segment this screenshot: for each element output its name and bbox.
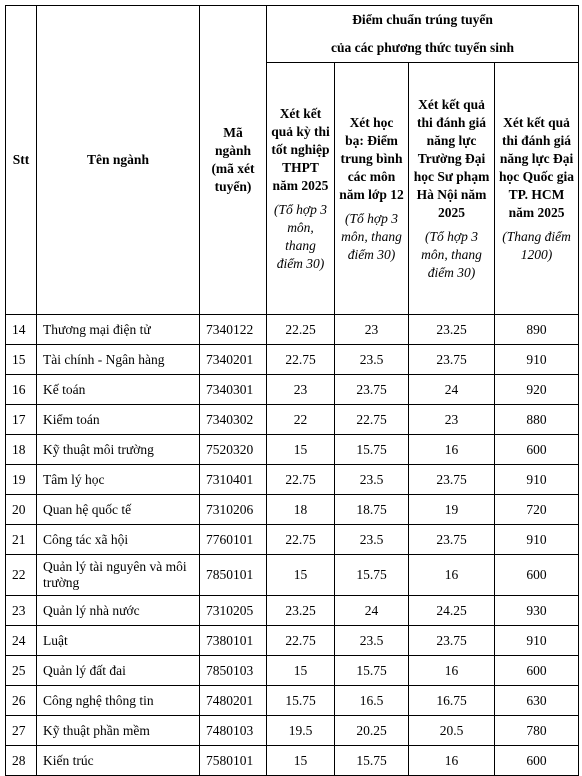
cell-score-dgnl-hcm: 910 [495, 626, 579, 656]
cell-major-code: 7310206 [200, 495, 267, 525]
method-note: (Tổ hợp 3 môn, thang điểm 30) [421, 228, 482, 280]
cell-stt: 18 [6, 435, 37, 465]
cell-score-dgnl-hn: 23.75 [409, 626, 495, 656]
cell-major-code: 7580101 [200, 746, 267, 776]
cell-score-thpt: 22.25 [267, 315, 335, 345]
table-row [6, 686, 579, 716]
cell-score-dgnl-hn: 19 [409, 495, 495, 525]
admission-scores-table [5, 5, 579, 776]
table-row [6, 555, 579, 596]
cell-major-code: 7380101 [200, 626, 267, 656]
table-row [6, 315, 579, 345]
cell-major-name: Tâm lý học [37, 465, 200, 495]
cell-major-name: Quan hệ quốc tế [37, 495, 200, 525]
cell-score-dgnl-hcm: 600 [495, 555, 579, 596]
cell-score-dgnl-hn: 20.5 [409, 716, 495, 746]
method-title: Xét kết quả thi đánh giá năng lực Đại học Quốc gia TP. HCM năm 2025 [499, 114, 575, 220]
cell-score-dgnl-hn: 24.25 [409, 596, 495, 626]
cell-score-dgnl-hcm: 910 [495, 465, 579, 495]
cell-major-code: 7310205 [200, 596, 267, 626]
cell-major-name: Tài chính - Ngân hàng [37, 345, 200, 375]
cell-score-thpt: 15.75 [267, 686, 335, 716]
cell-score-dgnl-hcm: 600 [495, 746, 579, 776]
header-method-hocba [335, 63, 409, 315]
table-row [6, 656, 579, 686]
cell-score-hocba: 23.5 [335, 345, 409, 375]
header-method-thpt [267, 63, 335, 315]
header-method-dgnl-hn [409, 63, 495, 315]
cell-stt: 17 [6, 405, 37, 435]
cell-score-thpt: 22.75 [267, 525, 335, 555]
cell-score-thpt: 22.75 [267, 465, 335, 495]
cell-stt: 25 [6, 656, 37, 686]
table-row [6, 626, 579, 656]
cell-major-code: 7760101 [200, 525, 267, 555]
cell-score-hocba: 15.75 [335, 656, 409, 686]
cell-major-name: Quản lý đất đai [37, 656, 200, 686]
cell-score-thpt: 22.75 [267, 345, 335, 375]
cell-score-dgnl-hn: 16 [409, 435, 495, 465]
cell-score-dgnl-hcm: 630 [495, 686, 579, 716]
cell-score-hocba: 18.75 [335, 495, 409, 525]
cell-stt: 19 [6, 465, 37, 495]
cell-score-thpt: 22 [267, 405, 335, 435]
header-major-code: Mã ngành (mã xét tuyển) [200, 6, 267, 315]
cell-major-name: Thương mại điện tử [37, 315, 200, 345]
cell-score-dgnl-hn: 16 [409, 656, 495, 686]
method-title: Xét học bạ: Điểm trung bình các môn năm lớp 12 [339, 114, 404, 202]
table-row [6, 746, 579, 776]
cell-score-dgnl-hn: 23.75 [409, 465, 495, 495]
cell-major-code: 7520320 [200, 435, 267, 465]
cell-major-code: 7480103 [200, 716, 267, 746]
cell-score-hocba: 15.75 [335, 555, 409, 596]
cell-score-thpt: 15 [267, 746, 335, 776]
table-row [6, 525, 579, 555]
cell-score-dgnl-hcm: 780 [495, 716, 579, 746]
cell-major-code: 7340301 [200, 375, 267, 405]
table-body [6, 315, 579, 776]
cell-score-thpt: 23 [267, 375, 335, 405]
cell-stt: 14 [6, 315, 37, 345]
cell-score-dgnl-hn: 23 [409, 405, 495, 435]
table-row [6, 716, 579, 746]
header-group-title: Điểm chuẩn trúng tuyển [352, 12, 493, 27]
cell-score-hocba: 23.5 [335, 525, 409, 555]
header-group [267, 6, 579, 63]
table-row [6, 495, 579, 525]
cell-score-dgnl-hn: 23.75 [409, 525, 495, 555]
header-group-subtitle: của các phương thức tuyển sinh [330, 40, 515, 55]
cell-stt: 20 [6, 495, 37, 525]
cell-score-hocba: 15.75 [335, 435, 409, 465]
cell-major-code: 7310401 [200, 465, 267, 495]
method-title: Xét kết quả kỳ thi tốt nghiệp THPT năm 2025 [271, 105, 330, 193]
cell-major-name: Công nghệ thông tin [37, 686, 200, 716]
cell-score-thpt: 22.75 [267, 626, 335, 656]
cell-major-code: 7340201 [200, 345, 267, 375]
cell-score-thpt: 23.25 [267, 596, 335, 626]
cell-score-dgnl-hn: 23.25 [409, 315, 495, 345]
cell-major-name: Kế toán [37, 375, 200, 405]
cell-score-hocba: 23.5 [335, 465, 409, 495]
header-row-1 [6, 6, 579, 63]
cell-score-dgnl-hn: 16 [409, 555, 495, 596]
cell-score-hocba: 16.5 [335, 686, 409, 716]
cell-score-dgnl-hcm: 720 [495, 495, 579, 525]
cell-score-dgnl-hn: 23.75 [409, 345, 495, 375]
method-note: (Tổ hợp 3 môn, thang điểm 30) [341, 210, 402, 262]
cell-score-dgnl-hcm: 880 [495, 405, 579, 435]
table-row [6, 596, 579, 626]
header-method-dgnl-hcm [495, 63, 579, 315]
cell-score-dgnl-hcm: 920 [495, 375, 579, 405]
cell-score-thpt: 15 [267, 656, 335, 686]
cell-stt: 22 [6, 555, 37, 596]
cell-score-hocba: 23.5 [335, 626, 409, 656]
table-row [6, 465, 579, 495]
cell-major-name: Luật [37, 626, 200, 656]
cell-major-name: Quản lý tài nguyên và môi trường [37, 555, 200, 596]
cell-major-name: Kỹ thuật môi trường [37, 435, 200, 465]
cell-stt: 15 [6, 345, 37, 375]
cell-score-dgnl-hcm: 890 [495, 315, 579, 345]
cell-score-hocba: 22.75 [335, 405, 409, 435]
cell-score-dgnl-hn: 24 [409, 375, 495, 405]
cell-major-code: 7480201 [200, 686, 267, 716]
cell-major-name: Quản lý nhà nước [37, 596, 200, 626]
cell-score-dgnl-hcm: 910 [495, 345, 579, 375]
method-note: (Tổ hợp 3 môn, thang điểm 30) [274, 201, 327, 271]
table-row [6, 435, 579, 465]
cell-stt: 21 [6, 525, 37, 555]
table-row [6, 345, 579, 375]
cell-major-code: 7340122 [200, 315, 267, 345]
cell-score-hocba: 20.25 [335, 716, 409, 746]
cell-score-dgnl-hcm: 600 [495, 435, 579, 465]
cell-score-hocba: 23.75 [335, 375, 409, 405]
header-major-name: Tên ngành [37, 6, 200, 315]
cell-score-thpt: 18 [267, 495, 335, 525]
cell-score-dgnl-hcm: 910 [495, 525, 579, 555]
header-stt: Stt [6, 6, 37, 315]
cell-major-name: Kỹ thuật phần mềm [37, 716, 200, 746]
cell-stt: 27 [6, 716, 37, 746]
cell-major-name: Kiểm toán [37, 405, 200, 435]
method-title: Xét kết quả thi đánh giá năng lực Trường Đại học Sư phạm Hà Nội năm 2025 [413, 96, 490, 220]
cell-stt: 16 [6, 375, 37, 405]
cell-major-name: Kiến trúc [37, 746, 200, 776]
cell-major-code: 7850103 [200, 656, 267, 686]
cell-score-dgnl-hcm: 930 [495, 596, 579, 626]
cell-score-dgnl-hcm: 600 [495, 656, 579, 686]
cell-stt: 28 [6, 746, 37, 776]
table-row [6, 405, 579, 435]
cell-stt: 24 [6, 626, 37, 656]
cell-stt: 23 [6, 596, 37, 626]
cell-score-thpt: 15 [267, 435, 335, 465]
cell-score-hocba: 24 [335, 596, 409, 626]
cell-major-name: Công tác xã hội [37, 525, 200, 555]
cell-score-thpt: 19.5 [267, 716, 335, 746]
cell-score-dgnl-hn: 16.75 [409, 686, 495, 716]
cell-score-thpt: 15 [267, 555, 335, 596]
cell-score-hocba: 23 [335, 315, 409, 345]
cell-major-code: 7850101 [200, 555, 267, 596]
method-note: (Thang điểm 1200) [502, 228, 571, 262]
cell-score-dgnl-hn: 16 [409, 746, 495, 776]
cell-score-hocba: 15.75 [335, 746, 409, 776]
cell-major-code: 7340302 [200, 405, 267, 435]
cell-stt: 26 [6, 686, 37, 716]
table-row [6, 375, 579, 405]
